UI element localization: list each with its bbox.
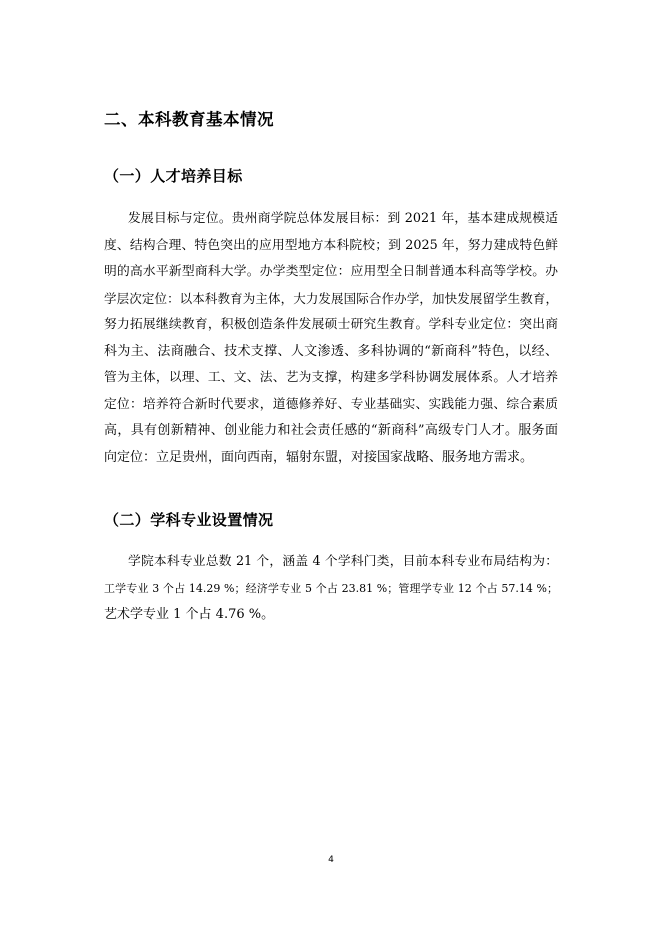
subsection-title-talent-goals: （一）人才培养目标 — [104, 167, 243, 185]
paragraph-line: 管为主体，以理、工、文、法、艺为支撑，构建多学科协调发展体系。人才培养 — [104, 370, 558, 385]
paragraph-line: 发展目标与定位。贵州商学院总体发展目标：到 2021 年，基本建成规模适 — [128, 211, 558, 226]
paragraph-line: 努力拓展继续教育，积极创造条件发展硕士研究生教育。学科专业定位：突出商 — [104, 317, 558, 332]
paragraph-line: 向定位：立足贵州，面向西南，辐射东盟，对接国家战略、服务地方需求。 — [104, 449, 534, 465]
paragraph-talent-goals — [104, 206, 558, 471]
paragraph-line: 工学专业 3 个占 14.29 %；经济学专业 5 个占 23.81 %；管理学专业 12 个占 57.14 %； — [104, 581, 558, 595]
section-title: 二、本科教育基本情况 — [104, 110, 274, 129]
paragraph-majors — [104, 549, 558, 629]
paragraph-line: 学院本科专业总数 21 个，涵盖 4 个学科门类，目前本科专业布局结构为： — [128, 554, 558, 569]
page-number: 4 — [328, 855, 334, 865]
paragraph-line: 定位：培养符合新时代要求，道德修养好、专业基础实、实践能力强、综合素质 — [104, 396, 558, 412]
paragraph-line: 度、结构合理、特色突出的应用型地方本科院校；到 2025 年，努力建成特色鲜 — [104, 237, 558, 253]
subsection-title-majors: （二）学科专业设置情况 — [104, 511, 274, 529]
paragraph-line: 学层次定位：以本科教育为主体，大力发展国际合作办学，加快发展留学生教育， — [104, 290, 558, 306]
paragraph-line: 高，具有创新精神、创业能力和社会责任感的“新商科”高级专门人才。服务面 — [104, 423, 558, 438]
paragraph-line: 明的高水平新型商科大学。办学类型定位：应用型全日制普通本科高等学校。办 — [104, 264, 558, 279]
paragraph-line: 科为主、法商融合、技术支撑、人文渗透、多科协调的“新商科”特色，以经、 — [104, 343, 558, 359]
paragraph-line: 艺术学专业 1 个占 4.76 %。 — [104, 607, 275, 622]
